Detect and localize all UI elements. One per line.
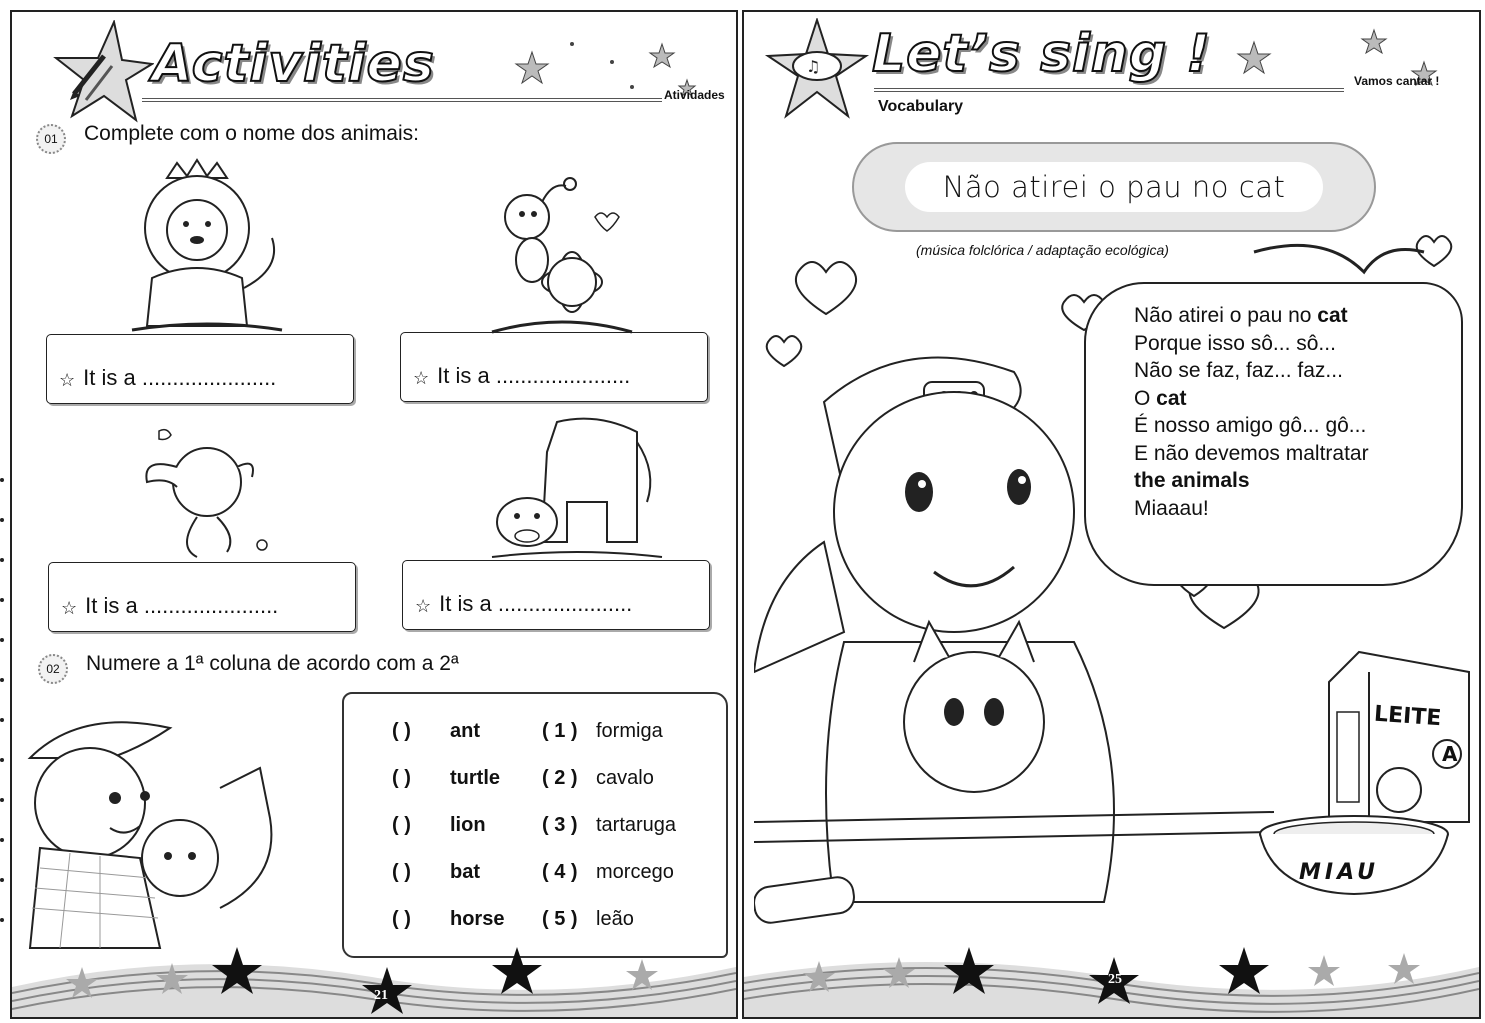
portuguese-word: formiga [596,720,663,742]
page-title: Activities [152,34,435,94]
song-source: (música folclórica / adaptação ecológica) [916,242,1169,258]
milk-letter: A [1442,742,1458,766]
match-row-2 [392,767,654,790]
bowl-illustration [1254,812,1454,902]
svg-text:♫: ♫ [806,57,821,76]
answer-box-3[interactable] [48,562,356,632]
bowl-label: MIAU [1299,860,1379,885]
lion-illustration [122,158,292,338]
lyric-line: the animals [1134,469,1250,492]
question-number: 01 [36,124,66,154]
song-title-cloud [852,142,1376,232]
match-number: ( 3 ) [542,814,578,836]
page-subtitle: Atividades [664,88,725,102]
lyric-line: O cat [1134,386,1187,410]
boy-and-cat-illustration [20,708,290,958]
answer-text: It is a ...................... [83,365,277,390]
right-page [742,10,1481,1019]
lyric-line: É nosso amigo gô... gô... [1134,414,1367,437]
answer-text: It is a ...................... [85,593,279,618]
match-number: ( 2 ) [542,767,578,789]
english-word: turtle [450,767,500,789]
answer-box-1[interactable] [46,334,354,404]
match-number: ( 1 ) [542,720,578,742]
lyric-line: Não se faz, faz... faz... [1134,359,1343,382]
portuguese-word: tartaruga [596,814,677,836]
portuguese-word: cavalo [596,767,654,789]
page-title: Let’s sing ! [872,24,1211,84]
answer-blank[interactable]: ( ) [392,908,411,930]
title-rule [142,98,662,102]
star-icon: ☆ [413,368,430,388]
question-text: Numere a 1ª coluna de acordo com a 2ª [86,652,459,675]
match-row-3 [392,814,676,837]
match-row-4 [392,861,674,884]
milk-carton-illustration [1319,642,1479,832]
ant-on-flower-illustration [482,172,642,337]
match-number: ( 5 ) [542,908,578,930]
left-page [10,10,738,1019]
lyric-line: Não atirei o pau no cat [1134,304,1348,327]
star-icon: ☆ [415,596,432,616]
answer-text: It is a ...................... [437,363,631,388]
bat-illustration [137,427,277,567]
page-subtitle: Vamos cantar ! [1354,74,1440,88]
answer-box-2[interactable] [400,332,708,402]
portuguese-word: morcego [596,861,674,883]
footer-star-band [12,947,736,1017]
question-text: Complete com o nome dos animais: [84,122,419,145]
answer-blank[interactable]: ( ) [392,720,411,742]
lyric-line: Porque isso sô... sô... [1134,331,1336,355]
music-star-icon [762,18,872,123]
section-label: Vocabulary [878,98,964,115]
star-icon: ☆ [61,598,78,618]
pencil-star-icon [34,20,154,130]
answer-blank[interactable]: ( ) [392,861,411,883]
matching-scroll [342,692,728,958]
match-row-1 [392,720,663,743]
page-number: 25 [1108,972,1122,987]
boy-with-cat-illustration [754,342,1274,952]
match-number: ( 4 ) [542,861,578,883]
answer-blank[interactable]: ( ) [392,814,411,836]
page-number: 21 [374,988,388,1003]
title-rule [874,88,1344,92]
horse-illustration [487,412,667,567]
milk-label: LEITE [1373,701,1443,732]
answer-blank[interactable]: ( ) [392,767,411,789]
answer-box-4[interactable] [402,560,710,630]
english-word: horse [450,908,505,930]
lyric-line: E não devemos maltratar [1134,441,1369,465]
question-number: 02 [38,654,68,684]
match-row-5 [392,908,634,931]
english-word: lion [450,814,486,836]
song-title: Não atirei o pau no cat [905,162,1324,212]
english-word: ant [450,720,480,742]
english-word: bat [450,861,480,883]
spiral-binding [0,0,6,1023]
lyric-line: Miaaau! [1134,496,1209,520]
portuguese-word: leão [596,908,634,930]
answer-text: It is a ...................... [439,591,633,616]
star-icon: ☆ [59,370,76,390]
